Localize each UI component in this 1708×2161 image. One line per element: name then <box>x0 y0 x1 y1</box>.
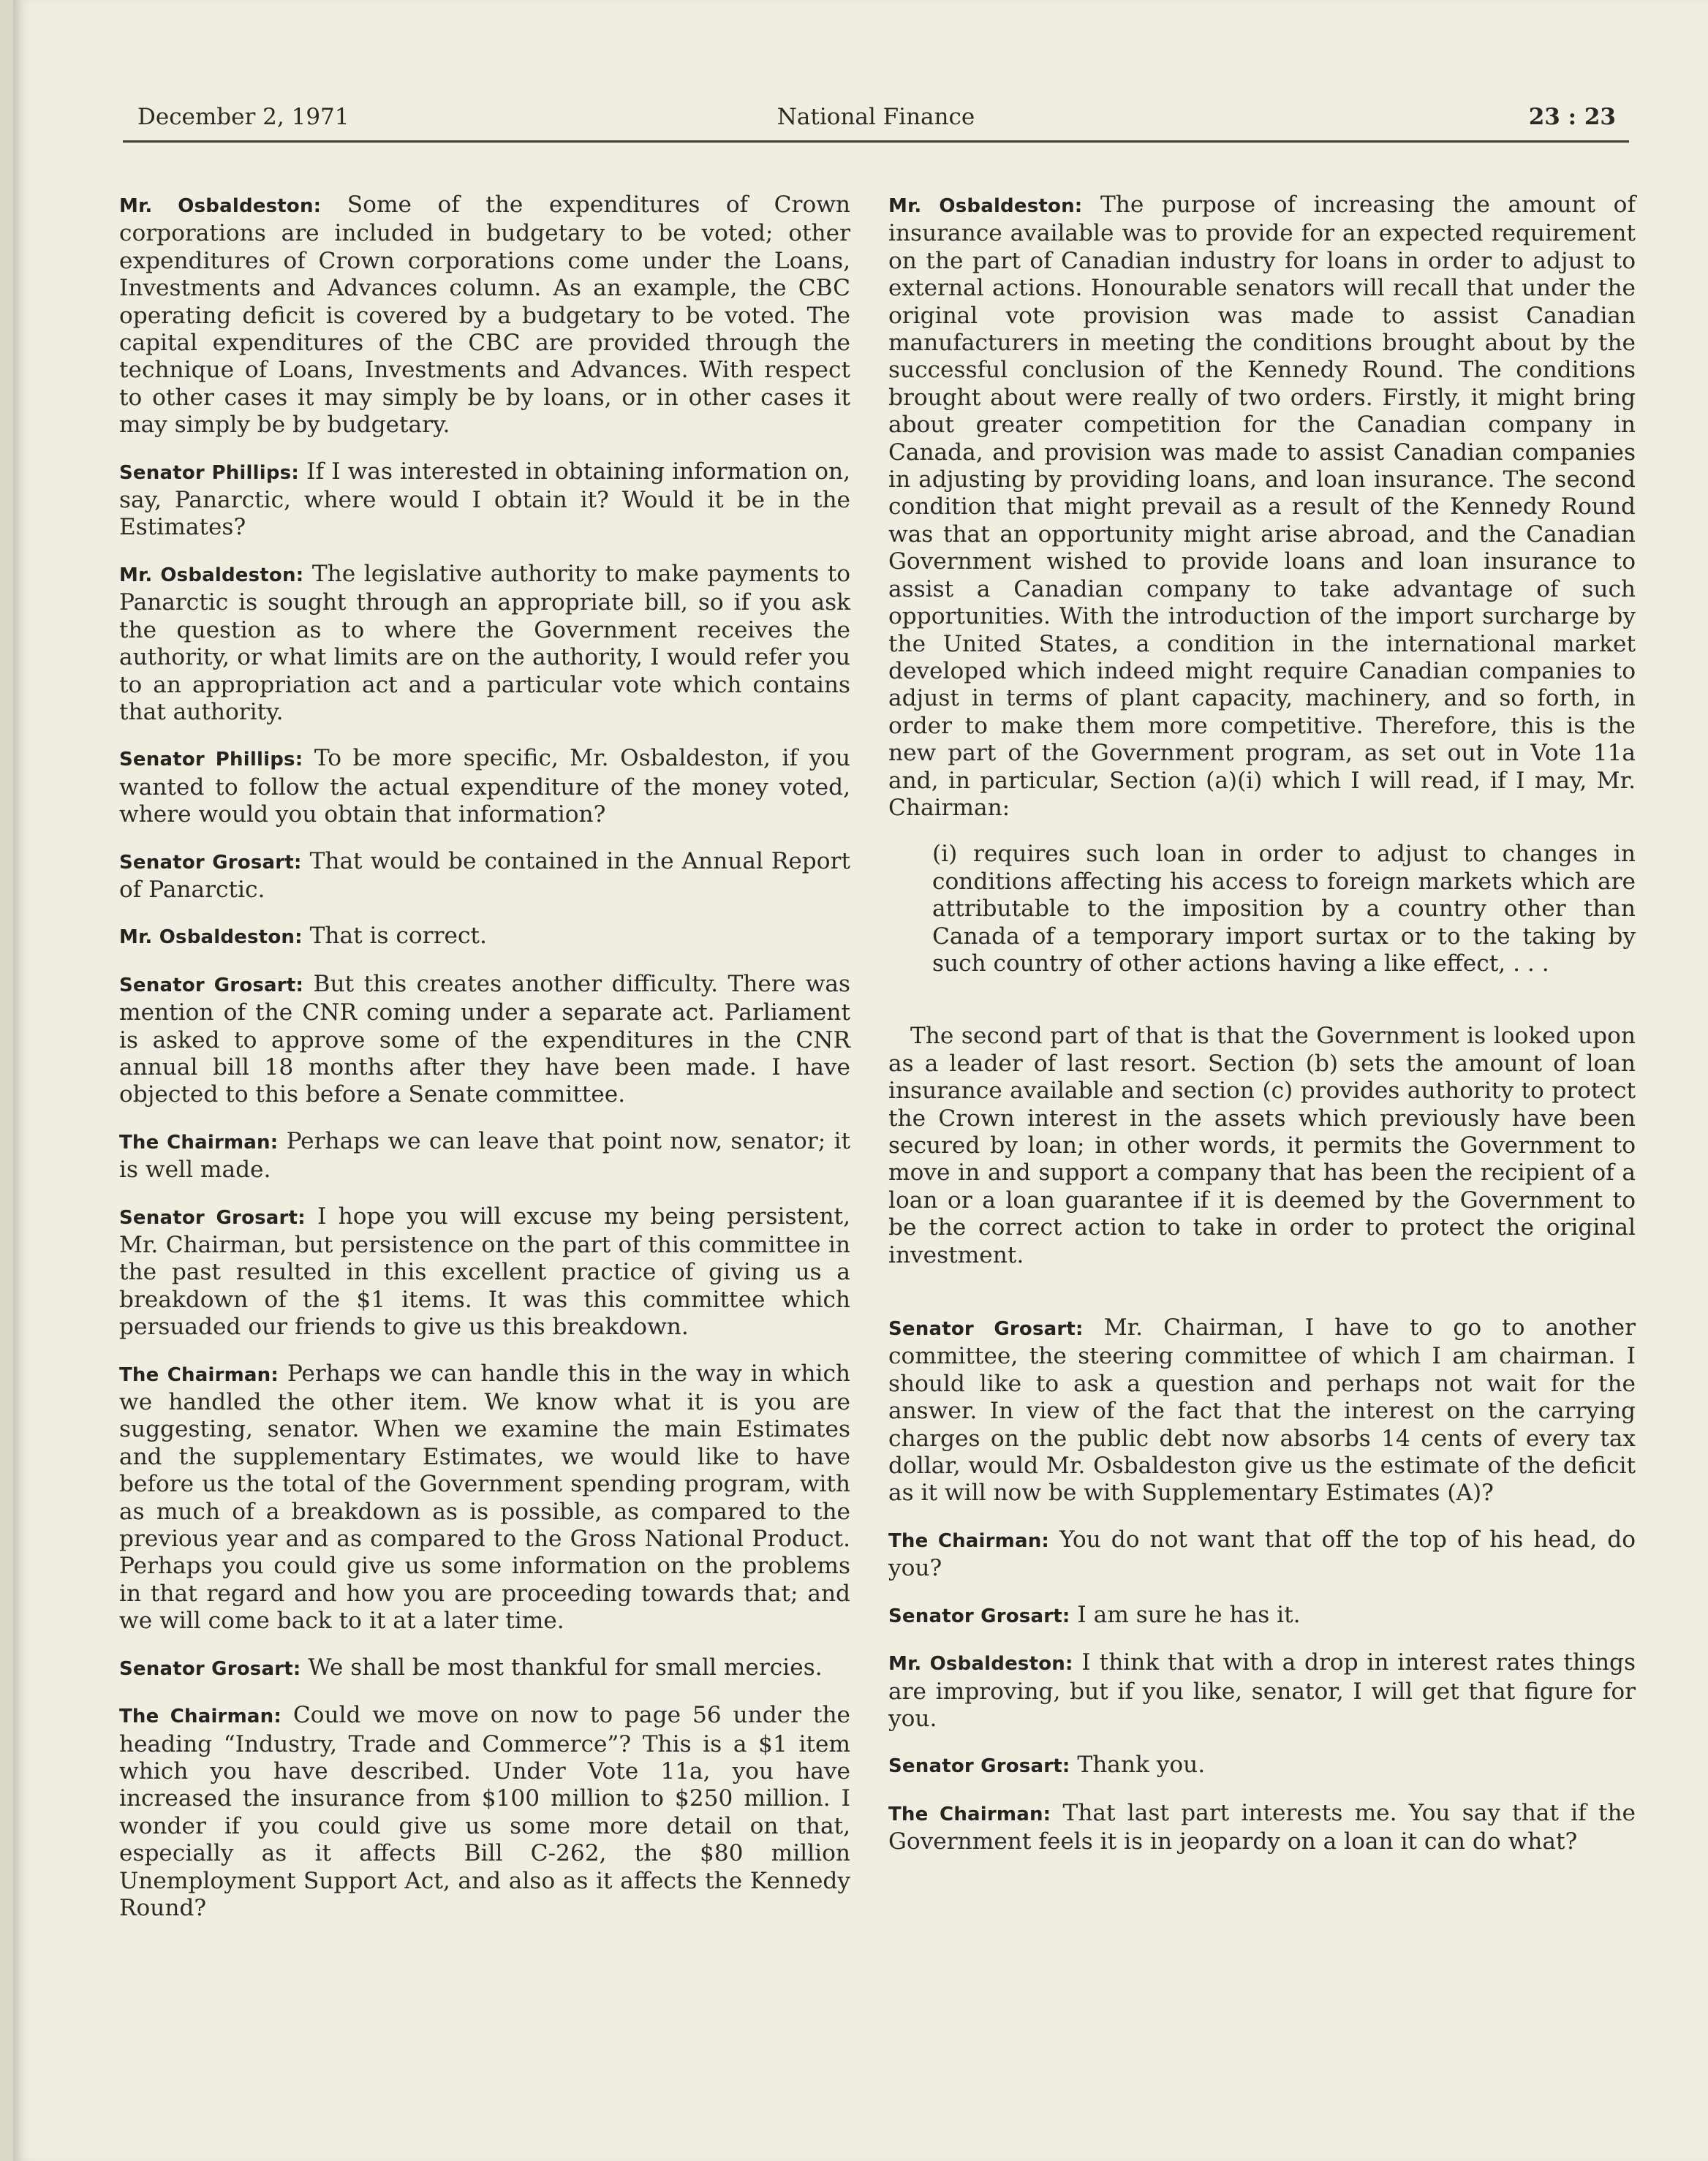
continuation-paragraph: The second part of that is that the Government is looked upon as a leader of last resort. Section (b) sets the amount of loan insurance available and section (c) provides authority to protect the Crown interest in the assets which previously have been secured by loan; in other words, it permits the Government to move in and support a company that has been the recipient of a loan or a loan guarantee if it is deemed by the Government to be the correct action to take in order to protect the original investment. <box>888 1023 1636 1268</box>
speaker-name: Senator Phillips: <box>119 749 303 771</box>
speech-text: I think that with a drop in interest rates things are improving, but if you like, senator, I will get that figure for you. <box>888 1649 1636 1732</box>
speech-text: Thank you. <box>1077 1752 1206 1779</box>
paragraph <box>119 1702 850 1922</box>
speaker-name: Mr. Osbaldeston: <box>119 926 303 949</box>
speech-text: If I was interested in obtaining information on, say, Panarctic, where would I obtain it? Would it be in the Estimates? <box>119 458 850 541</box>
paragraph <box>119 745 850 828</box>
speech-text: That would be contained in the Annual Report of Panarctic. <box>119 847 850 903</box>
speech-text: The purpose of increasing the amount of insurance available was to provide for an expected requirement on the part of Canadian industry for loans in order to adjust to external actions. Honourable senators will recall that under the original vote provision was made to assist Canadian manufacturers in meeting the conditions brought about by the successful conclusion of the Kennedy Round. The conditions brought about were really of two orders. Firstly, it might bring about greater competition for the Canadian company in Canada, and provision was made to assist Canadian companies in adjusting by providing loans, and loan insurance. The second condition that might prevail as a result of the Kennedy Round was that an opportunity might arise abroad, and the Canadian Government wished to provide loans and loan insurance to assist a Canadian company to take advantage of such opportunities. With the introduction of the import surcharge by the United States, a condition in the international market developed which indeed might require Canadian companies to adjust in terms of plant capacity, machinery, and so forth, in order to make them more competitive. Therefore, this is the new part of the Government program, as set out in Vote 11a and, in particular, Section (a)(i) which I will read, if I may, Mr. Chairman: <box>888 192 1636 821</box>
paragraph <box>888 1314 1636 1507</box>
speech-text: Mr. Chairman, I have to go to another committee, the steering committee of which I am chairman. I should like to ask a question and perhaps not wait for the answer. In view of the fact that the interest on the carrying charges on the public debt now absorbs 14 cents of every tax dollar, would Mr. Osbaldeston give us the estimate of the deficit as it will now be with Supplementary Estimates (A)? <box>888 1314 1636 1507</box>
speech-text: To be more specific, Mr. Osbaldeston, if you wanted to follow the actual expenditure of the money voted, where would you obtain that information? <box>119 745 850 828</box>
speaker-name: Mr. Osbaldeston: <box>119 564 304 586</box>
spacer <box>888 1288 1636 1314</box>
paragraph <box>119 971 850 1109</box>
right-column <box>888 192 1636 1875</box>
speech-text: Could we move on now to page 56 under the heading “Industry, Trade and Commerce”? This is a $1 item which you have described. Under Vote 11a, you have increased the insurance from $100 million to $250 million. I wonder if you could give us some more detail on that, especially as it affects Bill C-262, the $80 million Unemployment Support Act, and also as it affects the Kennedy Round? <box>119 1702 850 1921</box>
paragraph <box>119 1360 850 1635</box>
speaker-name: The Chairman: <box>119 1706 281 1728</box>
document-page <box>13 0 1708 2161</box>
paragraph <box>888 192 1636 822</box>
paragraph <box>888 1526 1636 1583</box>
speaker-name: Senator Grosart: <box>119 1206 306 1229</box>
paragraph <box>888 1752 1636 1780</box>
paragraph <box>119 192 850 439</box>
block-quote: (i) requires such loan in order to adjust to changes in conditions affecting his access to foreign markets which are attributable to the imposition by a country other than Canada of a temporary import surtax or to the taking by such country of other actions having a like effect, . . . <box>932 841 1636 977</box>
speech-text: That is correct. <box>309 923 487 950</box>
speaker-name: Mr. Osbaldeston: <box>888 1653 1073 1676</box>
paragraph <box>119 1203 850 1341</box>
speech-text: We shall be most thankful for small mercies. <box>308 1654 823 1681</box>
paragraph <box>119 458 850 542</box>
speech-text: Perhaps we can leave that point now, senator; it is well made. <box>119 1127 850 1184</box>
paragraph <box>119 1128 850 1184</box>
left-column <box>119 192 850 1941</box>
speaker-name: Senator Grosart: <box>119 974 304 996</box>
paragraph <box>888 1649 1636 1733</box>
speech-text: The legislative authority to make payments to Panarctic is sought through an appropriate bill, so if you ask the question as to where the Government receives the authority, or what limits are on the authority, I would refer you to an appropriation act and a particular vote which contains that authority. <box>119 560 851 725</box>
speech-text: I am sure he has it. <box>1077 1601 1301 1628</box>
speaker-name: Senator Phillips: <box>119 461 299 484</box>
paragraph <box>119 561 850 726</box>
page-header <box>123 102 1629 143</box>
header-page-number: 23 : 23 <box>1528 104 1616 130</box>
speaker-name: Senator Grosart: <box>888 1318 1084 1341</box>
paragraph <box>888 1602 1636 1630</box>
paragraph <box>119 1654 850 1683</box>
spacer <box>888 996 1636 1023</box>
speaker-name: Senator Grosart: <box>888 1605 1070 1627</box>
speaker-name: The Chairman: <box>119 1131 279 1154</box>
speech-text: That last part interests me. You say that if the Government feels it is in jeopardy on a loan it can do what? <box>888 1799 1636 1855</box>
speech-text: Some of the expenditures of Crown corporations are included in budgetary to be voted; other expenditures of Crown corporations come under the Loans, Investments and Advances column. As an example, the CBC operating deficit is covered by a budgetary to be voted. The capital expenditures of the CBC are provided through the technique of Loans, Investments and Advances. With respect to other cases it may simply be by loans, or in other cases it may simply be by budgetary. <box>119 192 851 439</box>
header-title: National Finance <box>776 104 975 130</box>
paragraph <box>888 1800 1636 1856</box>
speech-text: Perhaps we can handle this in the way in which we handled the other item. We know what it is you are suggesting, senator. When we examine the main Estimates and the supplementary Estimates, we would like to have before us the total of the Government spending program, with as much of a breakdown as is possible, as compared to the previous year and as compared to the Gross National Product. Perhaps you could give us some information on the problems in that regard and how you are proceeding towards that; and we will come back to it at a later time. <box>119 1360 850 1635</box>
speaker-name: Senator Grosart: <box>119 851 302 874</box>
paragraph <box>119 848 850 904</box>
speaker-name: The Chairman: <box>888 1803 1051 1825</box>
header-date: December 2, 1971 <box>137 104 349 130</box>
speaker-name: Senator Grosart: <box>888 1755 1070 1778</box>
speaker-name: The Chairman: <box>888 1529 1050 1552</box>
speaker-name: Mr. Osbaldeston: <box>119 195 322 217</box>
paragraph <box>119 923 850 951</box>
speaker-name: The Chairman: <box>119 1363 279 1386</box>
speaker-name: Mr. Osbaldeston: <box>888 195 1083 217</box>
speaker-name: Senator Grosart: <box>119 1657 301 1680</box>
speech-text: But this creates another difficulty. There was mention of the CNR coming under a separate act. Parliament is asked to approve some of the expenditures in the CNR annual bill 18 months after they have been made. I have objected to this before a Senate committee. <box>119 970 850 1108</box>
speech-text: I hope you will excuse my being persistent, Mr. Chairman, but persistence on the part of this committee in the past resulted in this excellent practice of giving us a breakdown of the $1 items. It was this committee which persuaded our friends to give us this breakdown. <box>119 1203 850 1341</box>
speech-text: You do not want that off the top of his head, do you? <box>888 1526 1636 1582</box>
